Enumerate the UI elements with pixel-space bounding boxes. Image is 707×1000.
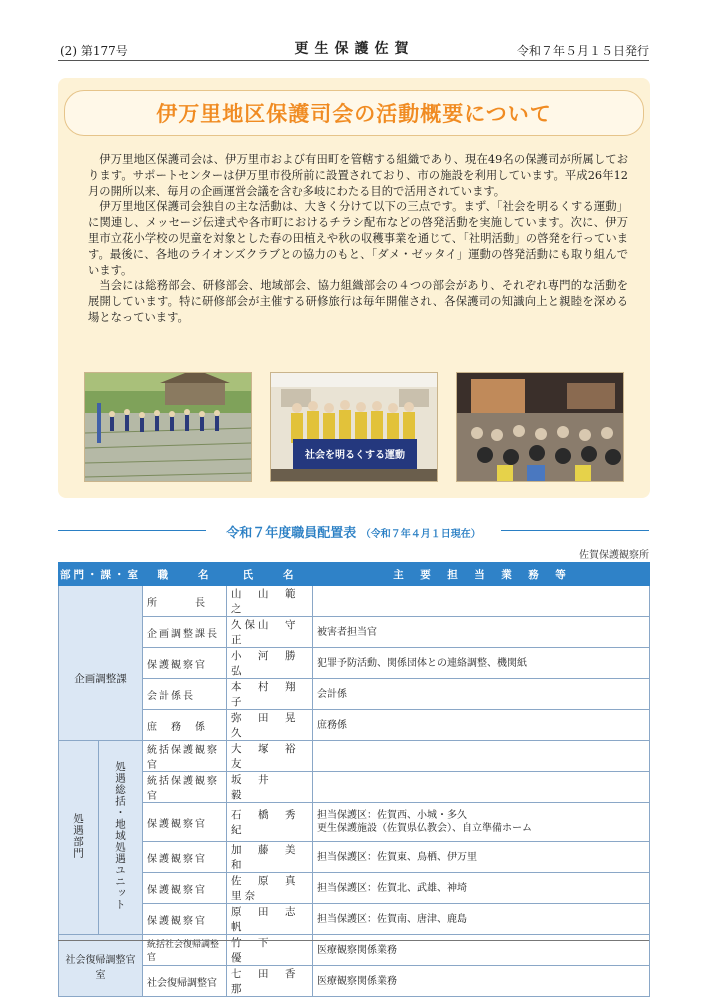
table-row — [59, 873, 650, 904]
staff-table-title: 令和７年度職員配置表 — [226, 526, 357, 541]
dept-supervision: 処遇部門 — [72, 813, 84, 859]
staff-section-title — [58, 520, 649, 540]
duty-cell: 担当保護区：佐賀東、鳥栖、伊万里 — [313, 842, 650, 873]
position-cell: 保護観察官 — [143, 904, 227, 935]
position-cell: 企画調整課長 — [143, 617, 227, 648]
position-cell: 保護観察官 — [143, 873, 227, 904]
duty-line-1: 担当保護区：佐賀西、小城・多久 — [317, 810, 467, 821]
article-title-bar — [64, 90, 644, 136]
name-cell: 竹 下 優 — [227, 935, 313, 966]
position-cell: 社会復帰調整官 — [143, 966, 227, 997]
position-cell: 庶 務 係 — [143, 710, 227, 741]
table-row — [59, 586, 650, 617]
unit-supervision-cell — [99, 741, 143, 935]
name-cell: 加 藤 美 和 — [227, 842, 313, 873]
position-cell: 所 長 — [143, 586, 227, 617]
table-header-row — [59, 563, 650, 586]
duty-cell: 医療観察関係業務 — [313, 935, 650, 966]
duty-cell: 担当保護区：佐賀南、唐津、鹿島 — [313, 904, 650, 935]
issue-number: (2) 第177号 — [60, 44, 128, 58]
photo-audience — [456, 372, 624, 482]
duty-cell: 医療観察関係業務 — [313, 966, 650, 997]
table-row — [59, 966, 650, 997]
name-cell: 小 河 勝 弘 — [227, 648, 313, 679]
article-body — [88, 152, 628, 326]
table-row — [59, 772, 650, 803]
name-cell: 原 田 志 帆 — [227, 904, 313, 935]
duty-cell: 会計係 — [313, 679, 650, 710]
dept-cell-blank — [59, 586, 143, 617]
campaign-banner-text: 社会を明るくする運動 — [305, 450, 405, 461]
header-name: 氏 名 — [227, 563, 313, 586]
header-department: 部門・課・室 — [59, 563, 143, 586]
table-row — [59, 904, 650, 935]
duty-cell: 担当保護区：佐賀北、武雄、神埼 — [313, 873, 650, 904]
header-position: 職 名 — [143, 563, 227, 586]
unit-supervision: 処遇総括・地域処遇ユニット — [114, 761, 126, 911]
duty-cell: 庶務係 — [313, 710, 650, 741]
table-row — [59, 617, 650, 648]
position-cell: 統括社会復帰調整官 — [143, 935, 227, 966]
photo-rice-planting — [84, 372, 252, 482]
table-row — [59, 803, 650, 842]
duty-cell: 犯罪予防活動、関係団体との連絡調整、機関紙 — [313, 648, 650, 679]
table-row — [59, 679, 650, 710]
duty-cell — [313, 586, 650, 617]
article-paragraph-1: 伊万里地区保護司会は、伊万里市および有田町を管轄する組織であり、現在49名の保護司が所属しております。サポートセンターは伊万里市役所前に設置されており、市の施設を利用しています。平成26年12月の開所以来、毎月の企画運営会議を含む多岐にわたる目的で活用されています。 — [88, 153, 628, 198]
table-row — [59, 842, 650, 873]
dept-rehab: 社会復帰調整官室 — [59, 935, 143, 997]
article-title: 伊万里地区保護司会の活動概要について — [156, 102, 552, 126]
article-panel — [58, 78, 650, 498]
duty-line-2: 更生保護施設（佐賀県仏教会）、自立準備ホーム — [317, 823, 532, 834]
header-duties: 主 要 担 当 業 務 等 — [313, 563, 650, 586]
newsletter-name: 更生保護佐賀 — [294, 41, 415, 57]
name-cell: 坂 井 毅 — [227, 772, 313, 803]
position-cell: 統括保護観察官 — [143, 772, 227, 803]
duty-cell — [313, 741, 650, 772]
position-cell: 保護観察官 — [143, 803, 227, 842]
staff-table-as-of: （令和７年４月１日現在） — [360, 529, 481, 540]
dept-planning: 企画調整課 — [59, 617, 143, 741]
staff-table — [58, 562, 650, 997]
name-cell: 本 村 翔 子 — [227, 679, 313, 710]
name-cell: 石 橋 秀 紀 — [227, 803, 313, 842]
position-cell: 保護観察官 — [143, 648, 227, 679]
issue-date: 令和７年５月１５日発行 — [516, 44, 649, 58]
article-paragraph-2: 伊万里地区保護司会独自の主な活動は、大きく分けて以下の三点です。まず、「社会を明るくする運動」に関連し、メッセージ伝達式や各市町におけるチラシ配布などの啓発活動を実施しています。次に、伊万里市立花小学校の児童を対象とした春の田植えや秋の収穫事業を通じて、「社明活動」の啓発を行っています。最後に、各地のライオンズクラブとの協力のもと、「ダメ・ゼッタイ」運動の啓発活動にも取り組んでいます。 — [88, 200, 628, 277]
table-row — [59, 741, 650, 772]
name-cell: 山 山 範 之 — [227, 586, 313, 617]
position-cell: 統括保護観察官 — [143, 741, 227, 772]
name-cell: 佐 原 真里奈 — [227, 873, 313, 904]
duty-cell — [313, 803, 650, 842]
name-cell: 弥 田 晃 久 — [227, 710, 313, 741]
article-paragraph-3: 当会には総務部会、研修部会、地域部会、協力組織部会の４つの部会があり、それぞれ専門的な活動を展開しています。特に研修部会が主催する研修旅行は毎年開催され、各保護司の知識向上と親睦を深める場となっています。 — [88, 279, 628, 324]
position-cell: 会計係長 — [143, 679, 227, 710]
name-cell: 七 田 香 那 — [227, 966, 313, 997]
duty-cell: 被害者担当官 — [313, 617, 650, 648]
duty-cell — [313, 772, 650, 803]
table-row — [59, 648, 650, 679]
table-row — [59, 710, 650, 741]
photo-campaign-group — [270, 372, 438, 482]
dept-supervision-cell — [59, 741, 99, 935]
footer-rule — [58, 940, 649, 941]
name-cell: 久保山 守 正 — [227, 617, 313, 648]
position-cell: 保護観察官 — [143, 842, 227, 873]
name-cell: 大 塚 裕 友 — [227, 741, 313, 772]
header-rule — [58, 60, 649, 61]
office-name: 佐賀保護観察所 — [579, 550, 649, 561]
page-header — [60, 38, 649, 60]
